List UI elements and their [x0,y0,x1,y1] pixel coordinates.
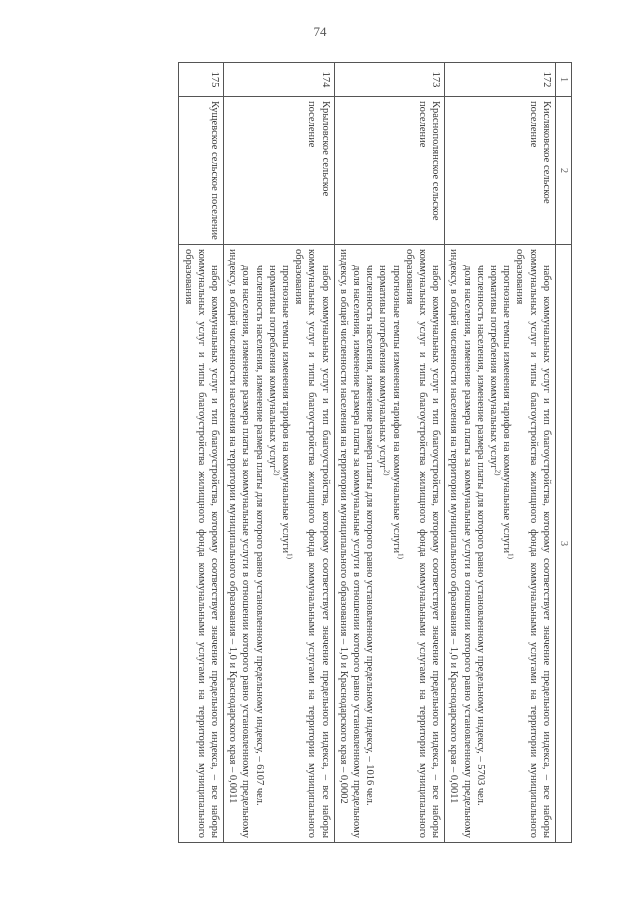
description-paragraph [292,249,332,838]
footnote-marker: 1) [506,553,515,559]
settlement-description [223,245,334,843]
rotated-table-container [84,62,572,842]
header-col-settlement: 2 [555,97,571,245]
footnote-marker: 2) [493,469,502,476]
table-row [334,63,445,843]
settlement-name: Кисляковское сельское поселение [445,97,556,245]
description-paragraph [474,249,487,838]
paragraph-text: численность населения, изменение размера платы для которого равно установленному предельному индексу, – 1016 чел. [364,265,376,806]
paragraph-text: прогнозные темпы изменения тарифов на коммунальные услуги [501,265,513,554]
paragraph-text: набор коммунальных услуг и тип благоустройства, которому соответствует значение предельного индекса, – все наборы коммунальных услуг и типы благоустройства жилищного фонда коммунальными услугами на территории муниципального образования [182,249,220,838]
header-row [555,63,571,843]
settlements-table [178,62,572,843]
description-paragraph [181,249,221,838]
paragraph-text: прогнозные темпы изменения тарифов на коммунальные услуги [279,265,291,554]
table-row [179,63,224,843]
footnote-marker: 2) [272,469,281,476]
settlement-description [179,245,224,843]
settlement-name: Крыловское сельское поселение [223,97,334,245]
description-paragraph [487,249,500,838]
row-number: 175 [179,63,224,97]
description-paragraph [403,249,443,838]
row-number: 172 [445,63,556,97]
row-number: 173 [334,63,445,97]
description-paragraph [513,249,553,838]
description-paragraph [447,249,473,838]
paragraph-text: численность населения, изменение размера платы для которого равно установленному предельному индексу, – 6107 чел. [253,265,265,806]
description-paragraph [266,249,279,838]
table-row [223,63,334,843]
header-col-description: 3 [555,245,571,843]
description-paragraph [337,249,363,838]
description-paragraph [226,249,252,838]
settlement-name: Кущевское сельское поселение [179,97,224,245]
settlement-description [334,245,445,843]
settlement-description [445,245,556,843]
paragraph-text: доля населения, изменение размера платы за коммунальные услуги в отношении которого равно установленному предельному индексу, в общей численности населения на территории муниципального образования – 1,0 и Краснодарского края – 0,0011 [227,249,252,838]
description-paragraph [500,249,513,838]
paragraph-text: численность населения, изменение размера платы для которого равно установленному предельному индексу, – 5703 чел. [474,265,486,806]
paragraph-text: набор коммунальных услуг и тип благоустройства, которому соответствует значение предельного индекса, – все наборы коммунальных услуг и типы благоустройства жилищного фонда коммунальными услугами на территории муниципального образования [403,249,442,838]
table-row [445,63,556,843]
row-number: 174 [223,63,334,97]
paragraph-text: нормативы потребления коммунальных услуг [266,265,278,470]
footnote-marker: 1) [285,553,294,559]
settlement-name: Краснополянское сельское поселение [334,97,445,245]
footnote-marker: 2) [382,469,391,476]
description-paragraph [389,249,405,838]
description-paragraph [252,249,265,838]
paragraph-text: набор коммунальных услуг и тип благоустройства, которому соответствует значение предельного индекса, – все наборы коммунальных услуг и типы благоустройства жилищного фонда коммунальными услугами на территории муниципального образования [293,249,331,838]
description-paragraph [279,249,292,838]
table-body [179,63,555,843]
header-col-number: 1 [555,63,571,97]
description-paragraph [363,249,376,838]
paragraph-text: доля населения, изменение размера платы за коммунальные услуги в отношении которого равно установленному предельному индексу, в общей численности населения на территории муниципального образования – 1,0 и Краснодарского края – 0,0011 [448,249,473,838]
paragraph-text: набор коммунальных услуг и тип благоустройства, которому соответствует значение предельного индекса, – все наборы коммунальных услуг и типы благоустройства жилищного фонда коммунальными услугами на территории муниципального образования [514,249,552,838]
paragraph-text: прогнозные темпы изменения тарифов на коммунальные услуги [390,265,402,554]
paragraph-text: доля населения, изменение размера платы за коммунальные услуги в отношении которого равно установленному предельному индексу, в общей численности населения на территории муниципального образования – 1,0 и Краснодарского края – 0,0002 [337,249,362,838]
paragraph-text: нормативы потребления коммунальных услуг [377,265,389,470]
description-paragraph [376,249,389,838]
paragraph-text: нормативы потребления коммунальных услуг [487,265,499,470]
footnote-marker: 1) [396,553,405,559]
page-number: 74 [313,24,327,39]
